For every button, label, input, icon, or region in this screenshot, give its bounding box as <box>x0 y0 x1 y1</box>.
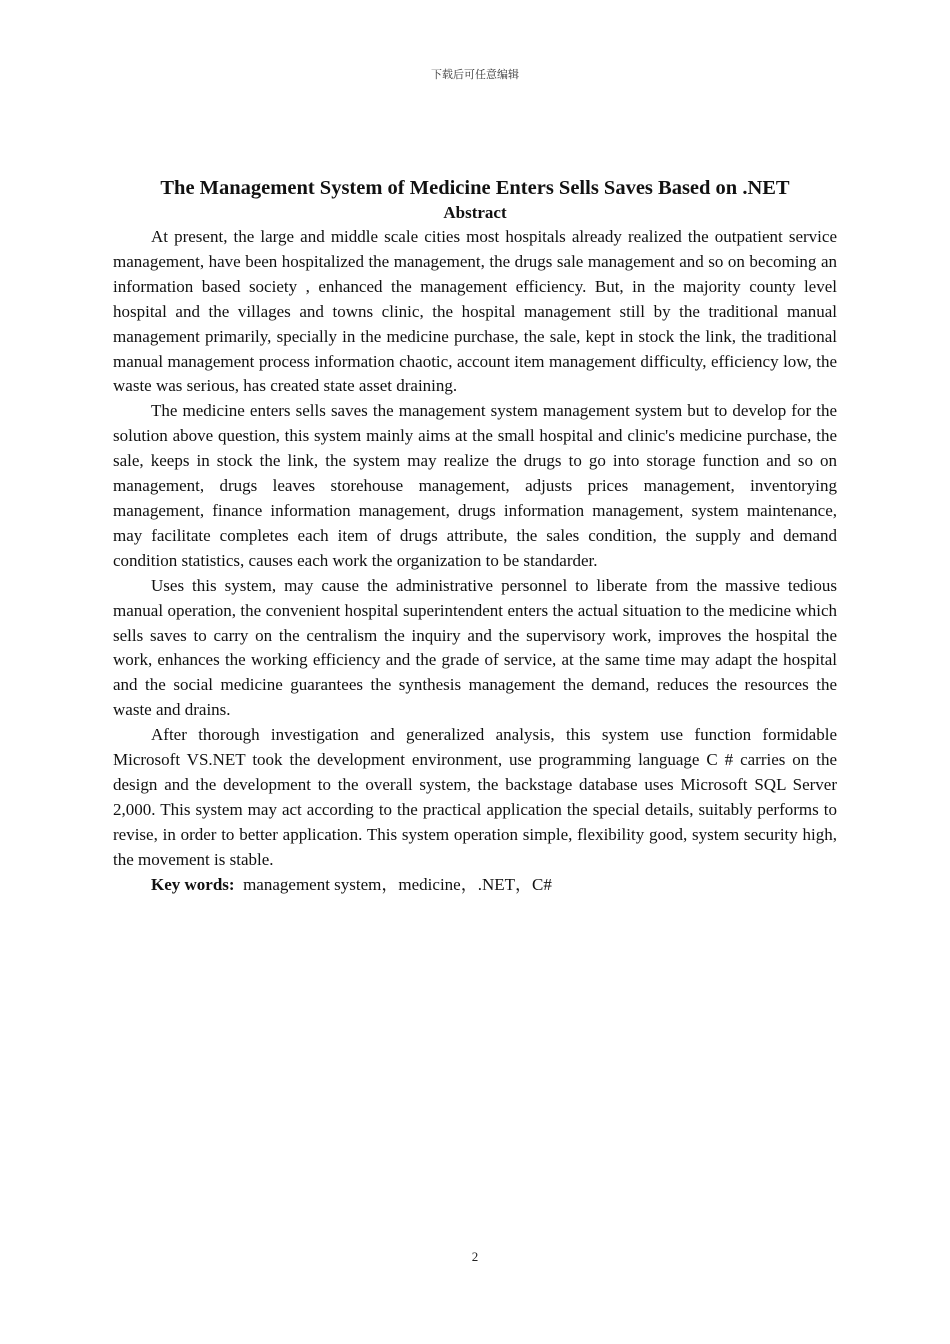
header-note: 下载后可任意编辑 <box>431 68 519 81</box>
abstract-paragraph-2: The medicine enters sells saves the management system management system but to develop for the solution above question, this system mainly aims at the small hospital and clinic's medicine purchase, the sale, keeps in stock the link, the system may realize the drugs to go into storage function and so on management, drugs leaves storehouse management, adjusts prices management, inventorying management, finance information management, drugs information management, system maintenance, may facilitate completes each item of drugs attribute, the sales condition, the supply and demand condition statistics, causes each work the organization to be standarder. <box>113 401 837 570</box>
abstract-paragraph-1: At present, the large and middle scale cities most hospitals already realized the outpatient service management, have been hospitalized the management, the drugs sale management and so on becoming an information based society , enhanced the management efficiency. But, in the majority county level hospital and the villages and towns clinic, the hospital management still by the traditional manual management primarily, specially in the medicine purchase, the sale, kept in stock the link, the traditional manual management process information chaotic, account item management difficulty, efficiency low, the waste was serious, has created state asset draining. <box>113 227 837 396</box>
abstract-paragraph-3: Uses this system, may cause the administrative personnel to liberate from the massive tedious manual operation, the convenient hospital superintendent enters the actual situation to the medicine which sells saves to carry on the centralism the inquiry and the supervisory work, improves the hospital the work, enhances the working efficiency and the grade of service, at the same time may adapt the hospital and the social medicine guarantees the synthesis management the demand, reduces the resources the waste and drains. <box>113 575 837 720</box>
document-title: The Management System of Medicine Enters Sells Saves Based on .NET <box>160 177 790 199</box>
abstract-paragraph-4: After thorough investigation and generalized analysis, this system use function formidable Microsoft VS.NET took the development environment, use programming language C # carries on the design and the development to the overall system, the backstage database uses Microsoft SQL Server 2,000. This system may act according to the practical application the special details, suitably performs to revise, in order to better application. This system operation simple, flexibility good, system security high, the movement is stable. <box>113 725 837 869</box>
abstract-heading: Abstract <box>443 203 507 222</box>
keywords-line <box>113 873 837 898</box>
document-body <box>113 175 837 897</box>
page-number: 2 <box>471 1249 479 1264</box>
keywords-label: Key words: <box>151 874 235 894</box>
keywords-text: management system，medicine，.NET，C# <box>243 874 552 894</box>
